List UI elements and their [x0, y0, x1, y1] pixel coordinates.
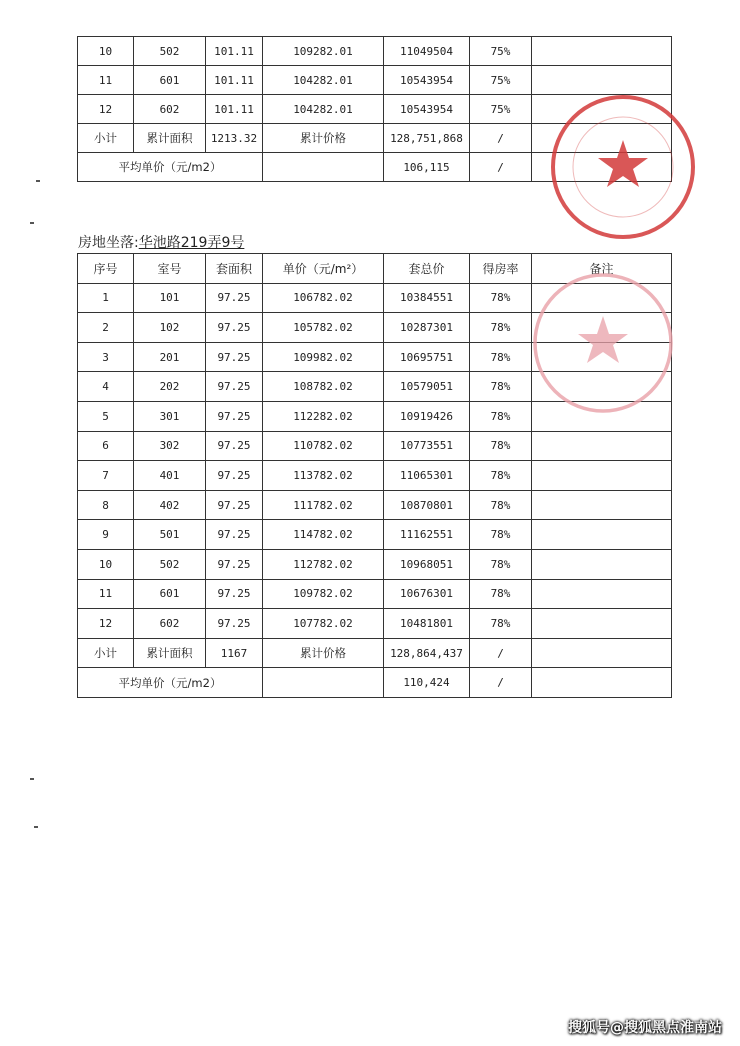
table-row: [78, 66, 672, 95]
remark: [532, 549, 672, 579]
row-number: 11: [78, 579, 134, 609]
remark: [532, 490, 672, 520]
unit-price: 105782.02: [263, 313, 384, 343]
room-number: 302: [134, 431, 206, 461]
unit-price: 108782.02: [263, 372, 384, 402]
unit-area: 97.25: [206, 401, 263, 431]
unit-price: 109282.01: [263, 37, 384, 66]
room-number: 502: [134, 37, 206, 66]
remark: [532, 95, 672, 124]
unit-area: 97.25: [206, 342, 263, 372]
unit-price: 104282.01: [263, 95, 384, 124]
total-price: 10543954: [384, 66, 470, 95]
column-header: 序号: [78, 254, 134, 284]
price-total: 128,864,437: [384, 638, 470, 668]
area-total-label: 累计面积: [134, 124, 206, 153]
column-header: 单价（元/m²）: [263, 254, 384, 284]
unit-price: 114782.02: [263, 520, 384, 550]
room-number: 202: [134, 372, 206, 402]
unit-price: 109782.02: [263, 579, 384, 609]
total-price: 10384551: [384, 283, 470, 313]
table-row: [78, 520, 672, 550]
scan-speck: [34, 826, 38, 828]
row-number: 2: [78, 313, 134, 343]
table-row: [78, 490, 672, 520]
table-row: [78, 609, 672, 639]
unit-area: 97.25: [206, 283, 263, 313]
area-total: 1167: [206, 638, 263, 668]
watermark: 搜狐号@搜狐黑点淮南站: [568, 1020, 722, 1036]
room-number: 502: [134, 549, 206, 579]
remark: [532, 342, 672, 372]
unit-area: 101.11: [206, 95, 263, 124]
unit-price: 104282.01: [263, 66, 384, 95]
scan-speck: [30, 222, 34, 224]
remark: [532, 579, 672, 609]
remark: [532, 372, 672, 402]
table-row: [78, 95, 672, 124]
unit-area: 97.25: [206, 520, 263, 550]
unit-area: 101.11: [206, 66, 263, 95]
subtotal-slash: /: [470, 124, 532, 153]
unit-price: 111782.02: [263, 490, 384, 520]
price-table: [77, 253, 672, 698]
table-row: [78, 461, 672, 491]
unit-price: 112782.02: [263, 549, 384, 579]
room-number: 301: [134, 401, 206, 431]
price-table-continued: [77, 36, 672, 182]
scan-speck: [36, 180, 40, 182]
efficiency-rate: 75%: [470, 66, 532, 95]
room-number: 402: [134, 490, 206, 520]
header-row: [78, 254, 672, 284]
total-price: 11162551: [384, 520, 470, 550]
room-number: 101: [134, 283, 206, 313]
average-note: [532, 668, 672, 698]
column-header: 备注: [532, 254, 672, 284]
efficiency-rate: 78%: [470, 431, 532, 461]
room-number: 601: [134, 579, 206, 609]
remark: [532, 401, 672, 431]
total-price: 10287301: [384, 313, 470, 343]
average-empty: [263, 153, 384, 182]
remark: [532, 520, 672, 550]
unit-area: 97.25: [206, 609, 263, 639]
efficiency-rate: 78%: [470, 401, 532, 431]
subtotal-label: 小计: [78, 124, 134, 153]
price-total-label: 累计价格: [263, 124, 384, 153]
unit-price: 113782.02: [263, 461, 384, 491]
row-number: 3: [78, 342, 134, 372]
table-row: [78, 372, 672, 402]
row-number: 10: [78, 549, 134, 579]
average-value: 106,115: [384, 153, 470, 182]
remark: [532, 431, 672, 461]
unit-area: 97.25: [206, 579, 263, 609]
efficiency-rate: 78%: [470, 609, 532, 639]
table-row: [78, 549, 672, 579]
efficiency-rate: 78%: [470, 461, 532, 491]
average-slash: /: [470, 153, 532, 182]
subtotal-label: 小计: [78, 638, 134, 668]
row-number: 10: [78, 37, 134, 66]
table1-body: [78, 37, 672, 124]
location-label: 房地坐落:: [78, 235, 139, 251]
efficiency-rate: 78%: [470, 549, 532, 579]
efficiency-rate: 78%: [470, 579, 532, 609]
table-row: [78, 579, 672, 609]
price-total-label: 累计价格: [263, 638, 384, 668]
remark: [532, 37, 672, 66]
total-price: 10919426: [384, 401, 470, 431]
row-number: 12: [78, 609, 134, 639]
row-number: 5: [78, 401, 134, 431]
subtotal-row: [78, 638, 672, 668]
average-empty: [263, 668, 384, 698]
efficiency-rate: 78%: [470, 372, 532, 402]
area-total: 1213.32: [206, 124, 263, 153]
efficiency-rate: 78%: [470, 283, 532, 313]
average-row: [78, 668, 672, 698]
table-row: [78, 401, 672, 431]
remark: [532, 609, 672, 639]
scan-speck: [30, 778, 34, 780]
row-number: 6: [78, 431, 134, 461]
efficiency-rate: 78%: [470, 313, 532, 343]
total-price: 10543954: [384, 95, 470, 124]
row-number: 12: [78, 95, 134, 124]
subtotal-row: [78, 124, 672, 153]
unit-price: 109982.02: [263, 342, 384, 372]
row-number: 11: [78, 66, 134, 95]
total-price: 10773551: [384, 431, 470, 461]
column-header: 室号: [134, 254, 206, 284]
unit-price: 107782.02: [263, 609, 384, 639]
efficiency-rate: 75%: [470, 37, 532, 66]
table-row: [78, 283, 672, 313]
unit-area: 97.25: [206, 549, 263, 579]
unit-area: 101.11: [206, 37, 263, 66]
efficiency-rate: 78%: [470, 520, 532, 550]
total-price: 10481801: [384, 609, 470, 639]
column-header: 套总价: [384, 254, 470, 284]
unit-price: 106782.02: [263, 283, 384, 313]
remark: [532, 461, 672, 491]
table-row: [78, 37, 672, 66]
table-row: [78, 431, 672, 461]
subtotal-note: [532, 124, 672, 153]
efficiency-rate: 75%: [470, 95, 532, 124]
average-label: 平均单价（元/m2）: [78, 668, 263, 698]
total-price: 10579051: [384, 372, 470, 402]
row-number: 1: [78, 283, 134, 313]
location-address: 华池路219弄9号: [138, 235, 245, 251]
average-note: [532, 153, 672, 182]
total-price: 10870801: [384, 490, 470, 520]
unit-area: 97.25: [206, 431, 263, 461]
unit-area: 97.25: [206, 372, 263, 402]
column-header: 得房率: [470, 254, 532, 284]
average-slash: /: [470, 668, 532, 698]
row-number: 4: [78, 372, 134, 402]
room-number: 102: [134, 313, 206, 343]
total-price: 11065301: [384, 461, 470, 491]
row-number: 7: [78, 461, 134, 491]
column-header: 套面积: [206, 254, 263, 284]
remark: [532, 283, 672, 313]
average-value: 110,424: [384, 668, 470, 698]
efficiency-rate: 78%: [470, 490, 532, 520]
remark: [532, 66, 672, 95]
unit-area: 97.25: [206, 490, 263, 520]
row-number: 8: [78, 490, 134, 520]
unit-area: 97.25: [206, 313, 263, 343]
room-number: 602: [134, 95, 206, 124]
remark: [532, 313, 672, 343]
room-number: 201: [134, 342, 206, 372]
total-price: 10968051: [384, 549, 470, 579]
row-number: 9: [78, 520, 134, 550]
room-number: 401: [134, 461, 206, 491]
property-location: [78, 232, 244, 252]
total-price: 10695751: [384, 342, 470, 372]
unit-price: 112282.02: [263, 401, 384, 431]
table-row: [78, 342, 672, 372]
room-number: 602: [134, 609, 206, 639]
unit-price: 110782.02: [263, 431, 384, 461]
efficiency-rate: 78%: [470, 342, 532, 372]
total-price: 11049504: [384, 37, 470, 66]
average-row: [78, 153, 672, 182]
room-number: 501: [134, 520, 206, 550]
total-price: 10676301: [384, 579, 470, 609]
area-total-label: 累计面积: [134, 638, 206, 668]
table-row: [78, 313, 672, 343]
subtotal-note: [532, 638, 672, 668]
average-label: 平均单价（元/m2）: [78, 153, 263, 182]
unit-area: 97.25: [206, 461, 263, 491]
subtotal-slash: /: [470, 638, 532, 668]
price-total: 128,751,868: [384, 124, 470, 153]
room-number: 601: [134, 66, 206, 95]
